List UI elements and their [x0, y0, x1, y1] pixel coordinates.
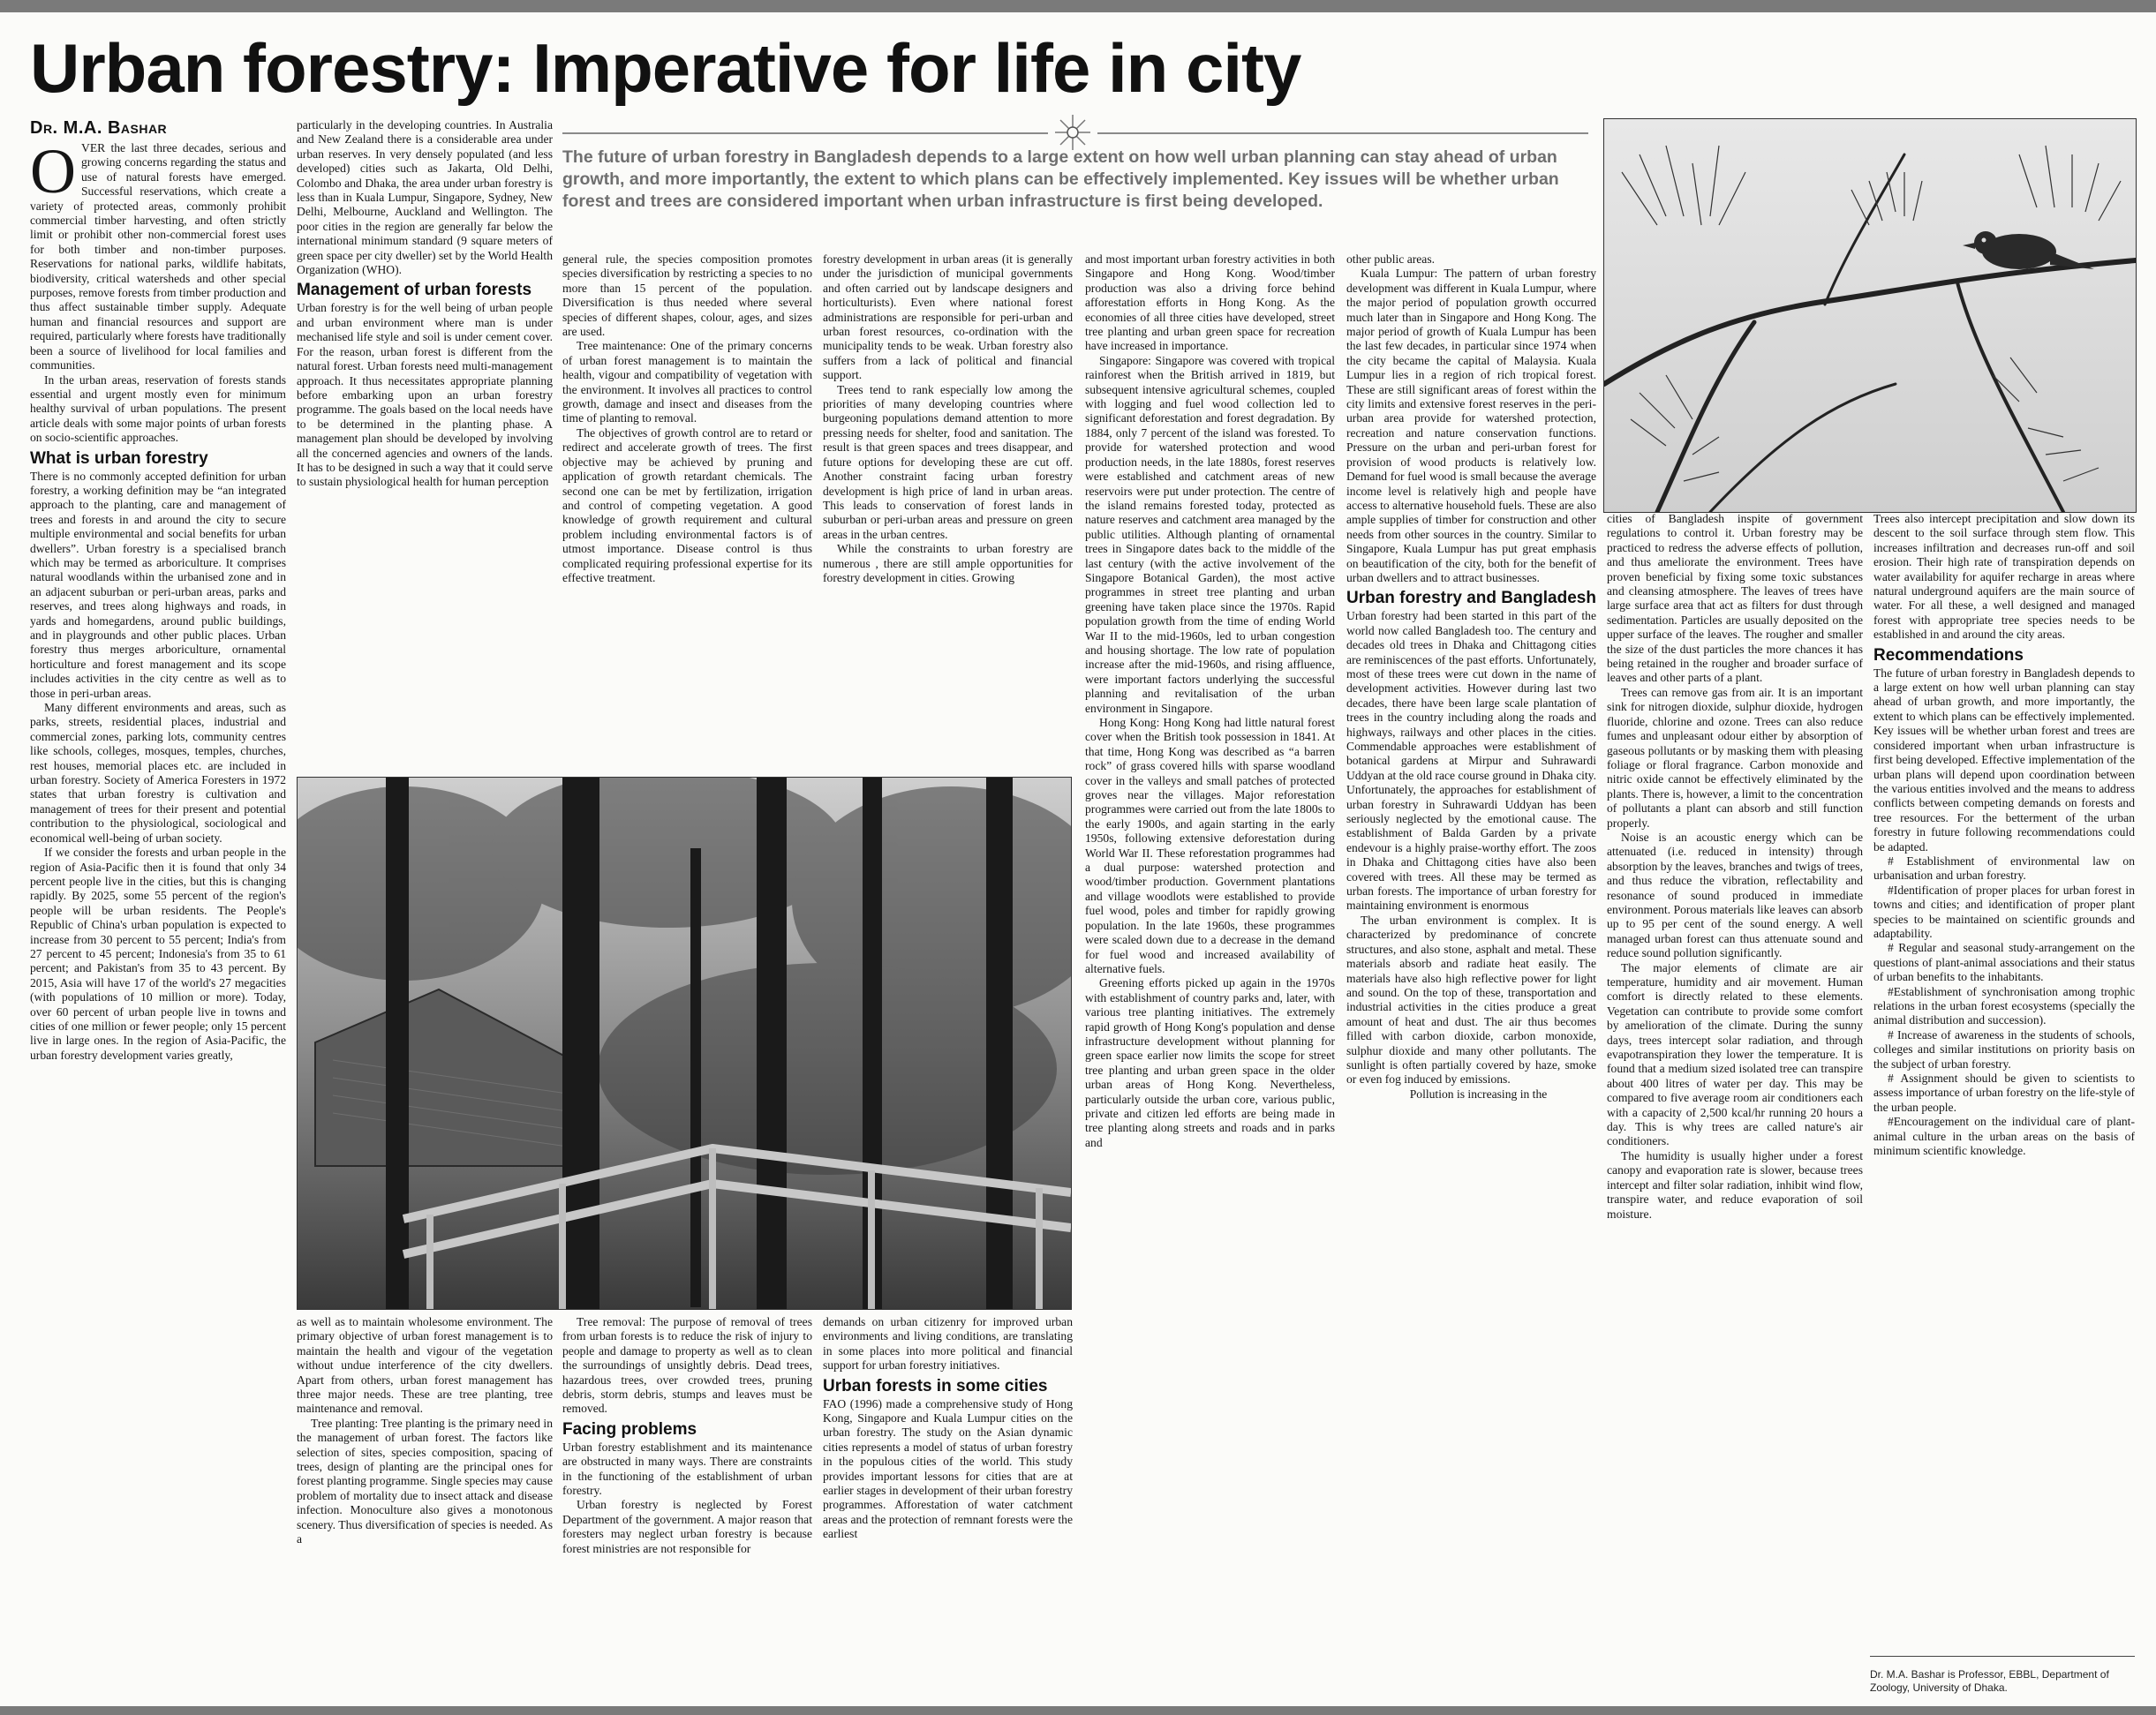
paragraph: and most important urban forestry activities in both Singapore and Hong Kong. Wood/timber production was also a driving force behind afforestation efforts in Hong Kong. As the economies of all three cities have developed, street tree planting and urban green space for recreation have increased in importance.: [1085, 252, 1335, 353]
paragraph: The major elements of climate are air temperature, humidity and air movement. Human comfort is directly related to these elements. Vegetation can contribute to provide some comfort by amelioration of the climate. During the sunny days, trees intercept solar radiation, and through evapotranspiration they lower the temperature. It is found that a medium sized isolated tree can transpire about 400 litres of water per day. This may be compared to five average room air conditioners each with a capacity of 2,500 kcal/hr running 20 hours a day. This is why trees are called nature's air conditioners.: [1607, 960, 1863, 1148]
forest-walkway-image: [298, 778, 1071, 1309]
paragraph: demands on urban citizenry for improved urban environments and living conditions, are translating in some places into more political and financial support for urban forestry initiatives.: [823, 1315, 1073, 1373]
headline: Urban forestry: Imperative for life in city: [30, 29, 1301, 107]
top-rule: [0, 0, 2156, 12]
paragraph: While the constraints to urban forestry are numerous , there are still ample opportunities for forestry development in cities. Growing: [823, 542, 1073, 584]
paragraph: The urban environment is complex. It is characterized by predominance of concrete structures, and also stone, asphalt and metal. These materials absorb and radiate heat easily. The materials have also high reflective power for light and sound. On the top of these, transportation and industrial activities in the cities produce a great amount of heat and dust. The air thus becomes filled with carbon dioxide, carbon monoxide, sulphur dioxide and many other pollutants. The sunlight is often partially covered by haze, smoke or even fog induced by emissions.: [1346, 913, 1596, 1087]
paragraph: Pollution is increasing in the: [1409, 1087, 1548, 1101]
recommendation-item: #Identification of proper places for urban forest in towns and cities; and identification of proper plant species to be maintained on scientific grounds and adaptability.: [1873, 883, 2135, 940]
paragraph: particularly in the developing countries. In Australia and New Zealand there is a considerable area under urban reserves. In very densely populated (and less developed) cities such as Jakarta, Old Delhi, Colombo and Dhaka, the area under urban forestry is less than in Kuala Lumpur, Singapore, Sydney, New Delhi, Melbourne, Auckland and Wellington. The poor cities in the region are generally far below the international minimum standard (9 square meters of green space per city dweller) set by the World Health Organization (WHO).: [297, 118, 553, 277]
column-1: [30, 141, 286, 1704]
recommendation-item: #Establishment of synchronisation among trophic relations in the urban forest ecosystems (specially the animal distribution and succession).: [1873, 984, 2135, 1027]
section-heading: Urban forests in some cities: [823, 1376, 1048, 1395]
paragraph: general rule, the species composition promotes species diversification by restricting a species to no more than 15 percent of the population. Diversification is thus needed where several species of different shapes, colour, ages, and sizes are used.: [562, 252, 812, 339]
paragraph: Singapore: Singapore was covered with tropical rainforest when the British arrived in 1819, but subsequent intensive agricultural schemes, coupled with logging and fuel wood collection led to significant deforestation and forest degradation. By 1884, only 7 percent of the island was forested. To provide for watershed protection and wood production needs, in the late 1880s, forest reserves were established and catchment areas of new reservoirs were put under protection. The centre of the island remains forested today, protected as nature reserves and catchment area managed by the public utilities. Although planting of ornamental trees in Singapore dates back to the middle of the last century (with the active involvement of the Singapore Botanical Garden), the most active programmes in street tree planting and urban greening have taken place since the 1970s. Rapid population growth from the time of ending World War II to the mid-1960s, led to urban congestion and housing shortage. The low rate of population increase after the mid-1960s, and rising affluence, were important factors underlying the successful planning and revitalisation of the urban environment in Singapore.: [1085, 353, 1335, 715]
credit-rule: [1870, 1656, 2135, 1657]
paragraph: Trees also intercept precipitation and slow down its descent to the soil surface through stem flow. This increases infiltration and decreases run-off and soil erosion. Their high rate of transpiration depends on water availability for aquifer recharge in areas where natural underground aquifers are the main source of water. For all these, a well designed and managed forest with appropriate tree species needs to be established in and around the city areas.: [1873, 512, 2135, 642]
bottom-rule: [0, 1706, 2156, 1715]
column-4: [823, 252, 1073, 773]
paragraph: Many different environments and areas, such as parks, streets, residential places, industrial and commercial zones, parking lots, community centres like schools, colleges, mosques, temples, churches, rest houses, memorial places etc. are included in urban forestry. Society of America Foresters in 1972 states that urban forestry is cultivation and management of trees for their present and potential contribution to the physiological, sociological and economical well-being of urban society.: [30, 701, 286, 845]
paragraph: Tree maintenance: One of the primary concerns of urban forest management is to maintain the health, vigour and compatibility of vegetation with the environment. It involves all practices to control growth, damage and insect and diseases from the time of planting to removal.: [562, 339, 812, 425]
paragraph: Urban forestry establishment and its maintenance are obstructed in many ways. There are constraints in the functioning of the establishment of urban forestry.: [562, 1440, 812, 1498]
recommendation-item: # Establishment of environmental law on urbanisation and urban forestry.: [1873, 854, 2135, 883]
pullquote-rule-right: [1097, 132, 1588, 134]
author-credit: Dr. M.A. Bashar is Professor, EBBL, Department of Zoology, University of Dhaka.: [1870, 1668, 2109, 1694]
byline: Dr. M.A. Bashar: [30, 118, 168, 138]
pull-quote: The future of urban forestry in Bangladesh depends to a large extent on how well urban planning can stay ahead of urban growth, and more importantly, the extent to which plans can be effectively implemented. Key issues will be whether urban forest and trees are considered important when urban infrastructure is first being developed.: [562, 147, 1559, 211]
column-6: [1346, 252, 1596, 1704]
recommendation-item: # Increase of awareness in the students of schools, colleges and similar institutions on priority basis on the subject of urban forestry.: [1873, 1027, 2135, 1071]
forest-photo: [297, 777, 1072, 1310]
paragraph: other public areas.: [1346, 252, 1436, 266]
column-9: [297, 1315, 553, 1704]
section-heading: What is urban forestry: [30, 448, 208, 468]
intro-paragraph: OVER the last three decades, serious and growing concerns regarding the status and use of natural forests have emerged. Successful reservations, which create a variety of protected areas, commonly prohibit commercial timber harvesting, and often strictly limit or prohibit other non-commercial forest uses for both timber and non-timber purposes. Reservations for national parks, wildlife habitats, biodiversity, critical watersheds and other special purposes, remove forests from timber production and thus affect sustainable timber supply. Adequate human and financial resources and support are required, particularly where forests have traditionally been a source of livelihood for local families and communities.: [30, 141, 286, 372]
paragraph: The humidity is usually higher under a forest canopy and evaporation rate is slower, because trees intercept and filter solar radiation, inhibit wind flow, transpire water, and reduce evaporation of soil moisture.: [1607, 1148, 1863, 1221]
paragraph: Tree removal: The purpose of removal of trees from urban forests is to reduce the risk of injury to people and damage to property as well as to clean the surroundings of unsightly debris. Dead trees, hazardous trees, over crowded trees, pruning debris, storm debris, stumps and leaves must be removed.: [562, 1315, 812, 1416]
bird-photo: [1603, 118, 2137, 513]
section-heading: Facing problems: [562, 1419, 697, 1439]
paragraph: Trees can remove gas from air. It is an important sink for nitrogen dioxide, sulphur dioxide, hydrogen fluoride, chlorine and ozone. Trees can also reduce fumes and unpleasant odour either by absorption of gaseous pollutants or by masking them with pleasing foliage or floral fragrance. Carbon monoxide and nitric oxide cannot be effectively eliminated by the plants. There is, however, a limit to the concentration of pollutants a plant can absorb and still function properly.: [1607, 685, 1863, 830]
column-8: [1873, 512, 2135, 1651]
column-10: [562, 1315, 812, 1704]
pullquote-rule-left: [562, 132, 1048, 134]
recommendation-item: # Regular and seasonal study-arrangement on the questions of plant-animal associations and their status of urban benefits to the inhabitants.: [1873, 941, 2135, 984]
paragraph: as well as to maintain wholesome environment. The primary objective of urban forest management is to maintain the health and vigour of the vegetation without undue interference of the city dwellers. Apart from others, urban forest management has three major needs. These are tree planting, tree maintenance and removal.: [297, 1315, 553, 1416]
paragraph: Hong Kong: Hong Kong had little natural forest cover when the British took possession in 1841. At that time, Hong Kong was described as “a barren rock” of grass covered hills with sparse woodland cover in the valleys and small patches of protected groves near the villages. Major reforestation programmes were carried out from the late 1800s to the early 1900s, and again starting in the early 1950s, following extensive deforestation during World War II. These reforestation programmes had a dual purpose: watershed protection and wood/timber production. Government plantations and village woodlots were established to provide fuel wood, poles and timber for rapidly growing population. In the late 1960s, these programmes were scaled down due to a decrease in the demand for fuel wood and increased availability of alternative fuels.: [1085, 716, 1335, 975]
section-heading: Management of urban forests: [297, 281, 532, 300]
recommendation-item: #Encouragement on the individual care of plant-animal culture in the urban areas on the basis of minimum scientific knowledge.: [1873, 1115, 2135, 1158]
column-2: [297, 118, 553, 771]
paragraph: If we consider the forests and urban people in the region of Asia-Pacific then it is found that only 34 percent people live in the cities, but this is changing rapidly. By 2025, some 55 percent of the region's people will be urban residents. The People's Republic of China's urban population is expected to increase from 30 percent to 55 percent; India's from 27 percent to 45 percent; Indonesia's from 35 to 61 percent; and Pakistan's from 35 to 43 percent. By 2015, Asia will have 17 of the world's 27 megacities (with populations of 10 million or more). Today, over 60 percent of urban people live in towns and cities of one million or fewer people; only 15 percent live in large ones. In the region of Asia-Pacific, the urban forestry development varies greatly,: [30, 846, 286, 1062]
paragraph: Noise is an acoustic energy which can be attenuated (i.e. reduced in intensity) through absorption by the leaves, branches and twigs of trees, and thus reduce the vibration, reflectability and resonance of sound produced in immediate environment. Porous materials like leaves can absorb up to 95 per cent of the sound energy. A well managed urban forest can thus attenuate sound and reduce sound pollution significantly.: [1607, 830, 1863, 960]
column-3: [562, 252, 812, 773]
paragraph: The objectives of growth control are to retard or redirect and accelerate growth of trees. The first objective may be achieved by pruning and application of growth retardant chemicals. The second one can be met by fertilization, irrigation and control of competing vegetation. A good knowledge of growth requirement and cultural problem including environmental factors is of utmost importance. Disease control is thus complicated requiring professional expertise for its effective treatment.: [562, 425, 812, 584]
paragraph: There is no commonly accepted definition for urban forestry, a working definition may be “an integrated approach to the planting, care and management of trees and forests in and around the city to secure multiple environmental and social benefits for urban dwellers”. Urban forestry is a specialised branch which may be termed as arboriculture. It comprises natural woodlands within the urbanised zone and in an adjacent suburban or peri-urban areas, parks and reserves, and trees along highways and roads, in yards and homegardens, around public buildings, and in playgrounds and other public places. Urban forestry thus merges arboriculture, ornamental horticulture and forest management and its scope includes activities in the city centre as well as to those in peri-urban areas.: [30, 469, 286, 700]
paragraph: Kuala Lumpur: The pattern of urban forestry development was different in Kuala Lumpur, where the major period of population growth occurred much later than in Singapore and Hong Kong. The major period of growth of Kuala Lumpur has been the last few decades, in particular since 1974 when the city became the capital of Malaysia. Kuala Lumpur lies in a region of rich tropical forest. These are still significant areas of forest within the city limits and extensive forest reserves in the peri-urban area provide for watershed protection, recreation and nature conservation functions. Pressure on the urban and peri-urban forest for provision of wood products is relatively low. Demand for fuel wood is small because the average income level is relatively high and people have access to alternative household fuels. These are also ample supplies of timber for construction and other needs from other sources in the country. Similar to Singapore, Kuala Lumpur has put great emphasis on beautification of the city, both for the benefit of urban dwellers and to attract businesses.: [1346, 267, 1596, 584]
drop-cap: O: [30, 141, 76, 207]
paragraph: forestry development in urban areas (it is generally under the jurisdiction of municipal governments and often carried out by landscape designers and horticulturists). Even where national forest administrations are responsible for peri-urban and urban forest resources, co-ordination with the municipality tends to be weak. Urban forestry also suffers from a lack of political and financial support.: [823, 252, 1073, 382]
recommendation-item: # Assignment should be given to scientists to assess importance of urban forestry on the life-style of the urban people.: [1873, 1072, 2135, 1114]
column-7: [1607, 512, 1863, 1704]
paragraph: The future of urban forestry in Bangladesh depends to a large extent on how well urban planning can stay ahead of urban growth, and more importantly, the extent to which plans can be effectively implemented. Key issues will be whether urban forest and trees are considered important when urban infrastructure is first being developed. Effective implementation of the urban plans will depend upon coordination between the various entities involved and the means to address conflicts between competing demands on forests and tree resources. For the betterment of the urban forestry in future following recommendations could be adapted.: [1873, 666, 2135, 854]
section-heading: Urban forestry and Bangladesh: [1346, 589, 1596, 608]
paragraph: Urban forestry had been started in this part of the world now called Bangladesh too. The century and decades old trees in Dhaka and Chittagong cities are reminiscences of the past efforts. Unfortunately, most of these trees were cut down in the name of development activities. However during last two decades, there have been large scale plantation of trees in the country including along the roads and highways, railways and other places in the cities. Commendable approaches were establishment of botanical gardens at Mirpur and Suhrawardi Uddyan at the old race course ground in Dhaka city. Unfortunately, the approaches for establishment of urban forestry in Suhrawardi Uddyan has been seriously neglected by the emotional cause. The establishment of Balda Garden by a private endevour is a highly praise-worthy effort. The zoos in Dhaka and Chittagong cities have also been covered with trees. All these may be termed as urban forests. The importance of urban forestry for maintaining environment is enormous: [1346, 609, 1596, 913]
paragraph: Greening efforts picked up again in the 1970s with establishment of country parks and, later, with various tree planting initiatives. The extremely rapid growth of Hong Kong's population and dense infrastructure development without planning for green space earlier now limits the scope for street tree planting and urban green space in the older urban areas of Hong Kong. Nevertheless, particularly outside the urban core, various public, private and citizen led efforts are being made in tree planting along streets and roads and in parks and: [1085, 976, 1335, 1149]
column-5: [1085, 252, 1335, 1704]
paragraph: Tree planting: Tree planting is the primary need in the management of urban forest. The factors like selection of sites, species composition, spacing of trees, design of planting are the principal ones for forest planting programme. Single species may cause problem of mortality due to insect attack and disease infection. Monoculture also gives a monotonous scenery. Thus diversification of species is needed. As a: [297, 1416, 553, 1546]
paragraph: Urban forestry is neglected by Forest Department of the government. A major reason that foresters may neglect urban forestry is because forest ministries are not responsible for: [562, 1498, 812, 1555]
paragraph: Trees tend to rank especially low among the priorities of many developing countries where burgeoning populations demand attention to more pressing needs for shelter, food and sanitation. The result is that green spaces and trees disappear, and future options for developing these are cut off. Another constraint facing urban forestry development is high price of land in urban areas. This leads to conservation of forest lands in suburban or peri-urban areas and pressure on green areas in the urban centres.: [823, 382, 1073, 541]
paragraph: cities of Bangladesh inspite of government regulations to control it. Urban forestry may be practiced to redress the adverse effects of pollution, and thus ameliorate the environment. Trees have proven beneficial by fixing some toxic substances and cleansing atmosphere. The leaves of trees have large surface area that act as filters for dust through sedimentation. Particles are usually deposited on the upper surface of the leaves. The rougher and smaller the size of the dust particles the more chances it has being retained in the rougher and broader surface of leaves and other parts of a plant.: [1607, 512, 1863, 685]
paragraph: Urban forestry is for the well being of urban people and urban environment where man is under mechanised life style and soil is under cement cover. For the reason, urban forest is different from the natural forest. Urban forests need multi-management approach. It thus necessitates appropriate planning before embarking upon an urban forestry programme. The goals based on the local needs have to be determined in the planting phase. A management plan should be developed by involving all the concerned agencies and owners of the lands. It has to be designed in such a way that it could serve to sustain physiological health for human perception: [297, 301, 553, 489]
paragraph: FAO (1996) made a comprehensive study of Hong Kong, Singapore and Kuala Lumpur cities on the urban forestry. The study on the Asian dynamic cities represents a model of status of urban forestry in the populous cities of the world. This study provides important lessons for cities that are at earlier stages in development of their urban forestry programmes. Afforestation of water catchment areas and the protection of remnant forests were the earliest: [823, 1396, 1073, 1541]
bird-on-branch-image: [1604, 119, 2136, 512]
section-heading: Recommendations: [1873, 645, 2024, 665]
paragraph: In the urban areas, reservation of forests stands essential and urgent mostly even for minimum healthy survival of urban populations. The present article deals with some major points of urban forests on socio-scientific approaches.: [30, 372, 286, 445]
column-11: [823, 1315, 1073, 1704]
